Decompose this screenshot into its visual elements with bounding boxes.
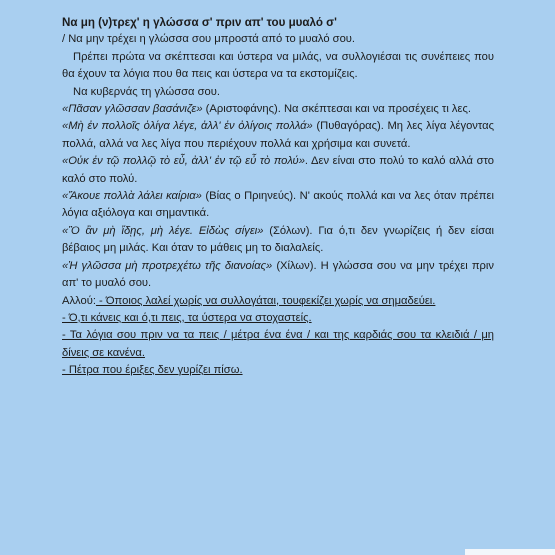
greek-quote: «Μὴ ἐν πολλοῖς ὀλίγα λέγε, ἀλλ' ἐν ὀλίγοις πολλά»: [62, 120, 313, 133]
intro-paragraph: Πρέπει πρώτα να σκέπτεσαι και ύστερα να μιλάς, να συλλογιέσαι τις συνέπειες που θα έχουν τα λόγια που θα πεις και ύστερα να τα εκστομίζεις.: [62, 50, 494, 81]
quote-explanation: (Βίας ο Πριηνεύς). Ν' ακούς πολλά και να λες όταν πρέπει λόγια αξιόλογα και σημαντικά.: [62, 190, 494, 220]
alt-label: Αλλού:: [62, 294, 96, 307]
proverb-subtitle: / Να μην τρέχει η γλώσσα σου μπροστά από το μυαλό σου.: [62, 33, 356, 46]
alt-saying: - Όποιος λαλεί χωρίς να συλλογάται, τουφεκίζει χωρίς να σημαδεύει.: [95, 294, 436, 307]
quote-explanation: (Σόλων). Για ό,τι δεν γνωρίζεις ή δεν είσαι βέβαιος μη μιλάς. Και όταν το μάθεις μη το διαλαλείς.: [62, 224, 494, 255]
alternate-sayings: [62, 293, 494, 310]
alternate-sayings: [62, 310, 494, 327]
greek-quote: «Ὃ ἂν μὴ ἴδῃς, μὴ λέγε. Εἰδὼς σίγει»: [62, 224, 264, 237]
proverb-title: Να μη (ν)τρεχ' η γλώσσα σ' πριν απ' του μυαλό σ': [62, 16, 337, 29]
alt-saying: - Πέτρα που έριξες δεν γυρίζει πίσω.: [62, 364, 243, 377]
greek-quote: «Πᾶσαν γλῶσσαν βασάνιζε»: [62, 103, 203, 116]
alternate-sayings: [62, 327, 494, 362]
quote-explanation: . Δεν είναι στο πολύ το καλό αλλά στο καλό στο πολύ.: [62, 155, 494, 185]
quote-paragraph: [62, 258, 494, 293]
quote-paragraph: [62, 223, 494, 258]
quote-paragraph: [62, 101, 494, 118]
quote-paragraph: [62, 118, 494, 153]
alt-saying: - Ό,τι κάνεις και ό,τι πεις, τα ύστερα να στοχαστείς.: [62, 311, 312, 324]
quote-explanation: (Πυθαγόρας). Μη λες λίγα λέγοντας πολλά, αλλά να λες λίγα που περιέχουν πολλά και χρήσιμα και συνετά.: [62, 120, 494, 150]
quote-paragraph: [62, 188, 494, 223]
greek-quote: «Ἄκουε πολλὰ λάλει καίρια»: [62, 190, 202, 203]
greek-quote: «Ἡ γλῶσσα μὴ προτρεχέτω τῆς διανοίας»: [62, 259, 273, 272]
quote-paragraph: [62, 153, 494, 188]
alternate-sayings: [62, 362, 494, 379]
page-corner-strip: [465, 549, 555, 555]
quote-explanation: (Αριστοφάνης). Να σκέπτεσαι και να προσέχεις τι λες.: [202, 103, 472, 116]
document-body: [62, 14, 494, 380]
greek-quote: «Οὐκ ἐν τῷ πολλῷ τὸ εὖ, ἀλλ' ἐν τῷ εὖ τὸ πολύ»: [62, 155, 305, 168]
quote-explanation: (Χίλων). Η γλώσσα σου να μην τρέχει πριν απ' το μυαλό σου.: [62, 259, 494, 290]
alt-saying: - Τα λόγια σου πριν να τα πεις / μέτρα ένα ένα / και της καρδιάς σου τα κλειδιά / μη δίνεις σε κανένα.: [62, 329, 494, 359]
intro-paragraph-2: Να κυβερνάς τη γλώσσα σου.: [73, 85, 220, 98]
